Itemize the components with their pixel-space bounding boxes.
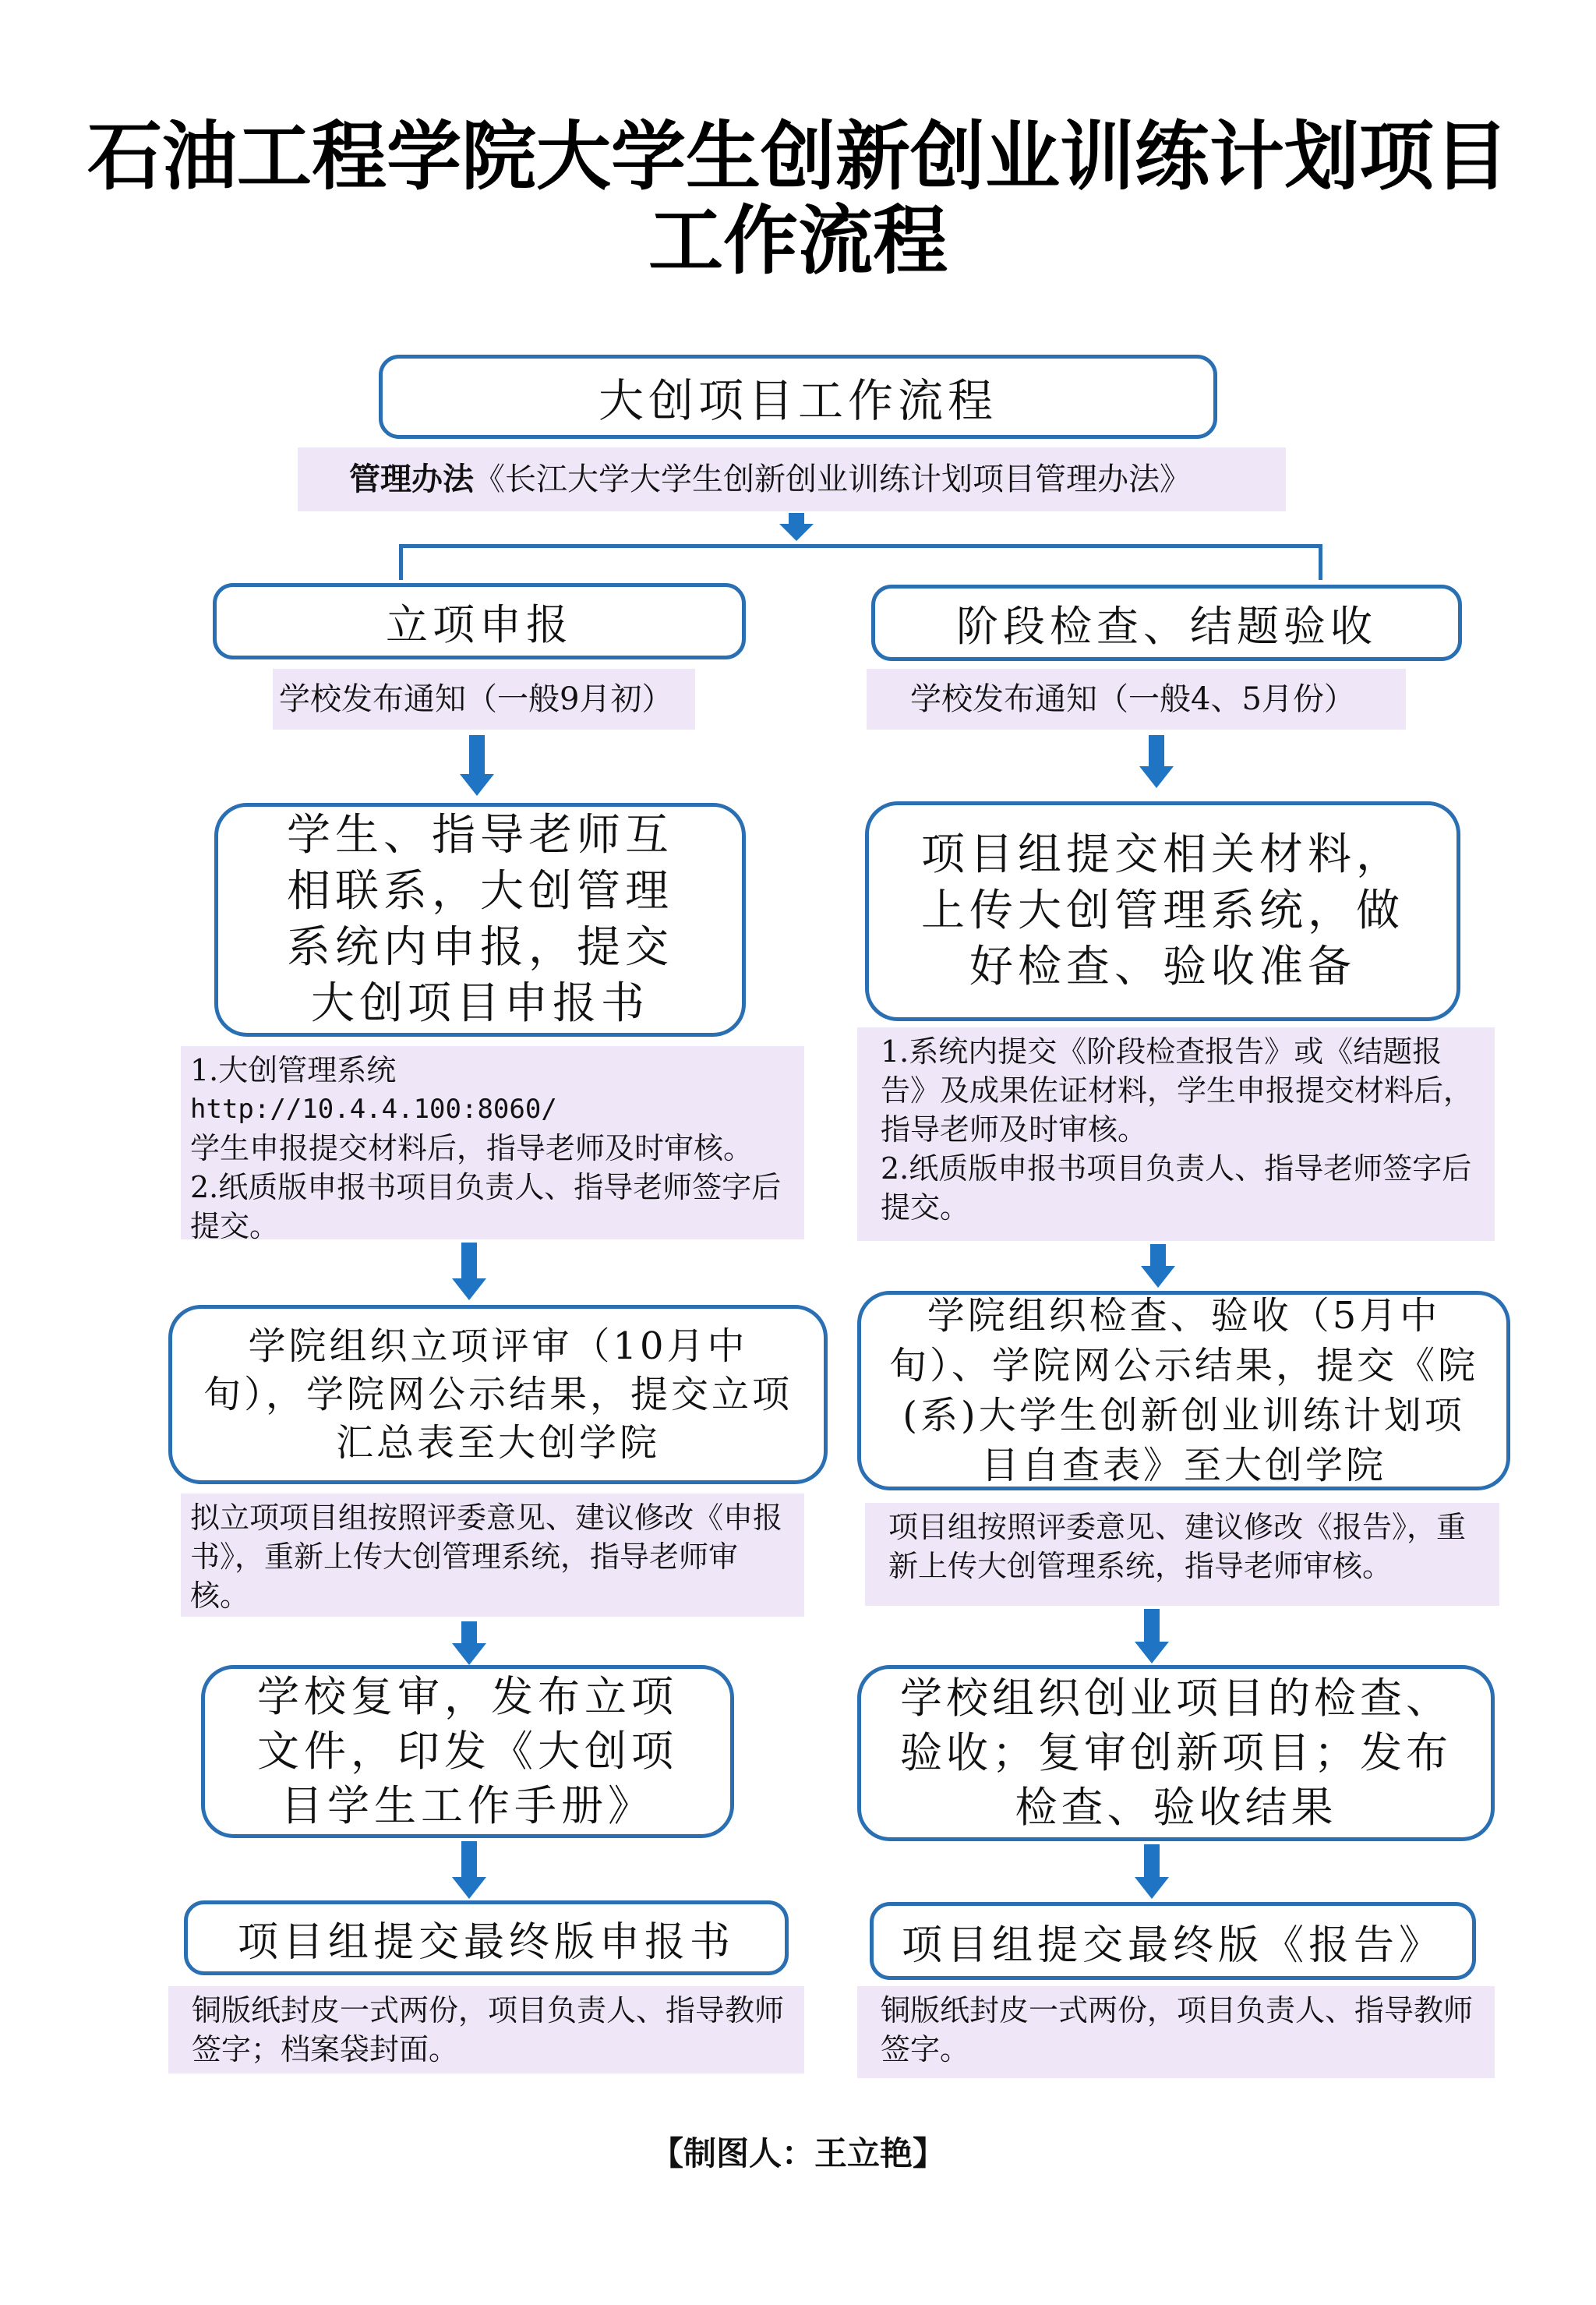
branch-connector-horizontal [401, 544, 1321, 548]
right-note2: 项目组按照评委意见、建议修改《报告》，重新上传大创管理系统，指导老师审核。 [865, 1503, 1499, 1606]
left-note1-line: 学生申报提交材料后，指导老师及时审核。 [190, 1131, 754, 1165]
branch-connector-right [1319, 544, 1322, 580]
left-note1 [181, 1046, 804, 1243]
down-arrow-icon [1141, 1244, 1175, 1288]
branch-connector-left [399, 544, 403, 580]
management-label: 管理办法 [349, 461, 474, 497]
down-arrow-icon [1135, 1844, 1169, 1900]
left-note1-line: 2.纸质版申报书项目负责人、指导老师签字后提交。 [190, 1170, 782, 1243]
page-title: 石油工程学院大学生创新创业训练计划项目 [87, 113, 1509, 200]
right-note1-line: 2.纸质版申报书项目负责人、指导老师签字后提交。 [881, 1151, 1472, 1225]
down-arrow-icon [460, 735, 494, 797]
right-step1-box: 项目组提交相关材料，上传大创管理系统，做好检查、验收准备 [865, 801, 1460, 1021]
right-step4-box: 项目组提交最终版《报告》 [870, 1902, 1476, 1980]
left-step2-box: 学院组织立项评审（10月中旬），学院网公示结果，提交立项汇总表至大创学院 [168, 1305, 828, 1484]
left-note2: 拟立项项目组按照评委意见、建议修改《申报书》，重新上传大创管理系统，指导老师审核。 [181, 1494, 804, 1617]
right-step3-box: 学校组织创业项目的检查、验收；复审创新项目；发布检查、验收结果 [857, 1665, 1495, 1841]
left-step1-box: 学生、指导老师互相联系，大创管理系统内申报，提交大创项目申报书 [214, 803, 746, 1037]
down-arrow-icon [1135, 1609, 1169, 1665]
left-note1-line: 1.大创管理系统 [190, 1053, 397, 1087]
management-text: 《长江大学大学生创新创业训练计划项目管理办法》 [474, 461, 1191, 497]
right-heading-box: 阶段检查、结题验收 [871, 585, 1462, 661]
down-arrow-icon [452, 1841, 486, 1900]
right-note1-line: 1.系统内提交《阶段检查报告》或《结题报告》及成果佐证材料，学生申报提交材料后，指导老师及时审核。 [881, 1034, 1474, 1147]
left-notice: 学校发布通知（一般9月初） [273, 669, 695, 730]
left-step4-box: 项目组提交最终版申报书 [184, 1900, 789, 1975]
down-arrow-icon [779, 513, 814, 544]
right-step2-box: 学院组织检查、验收（5月中旬）、学院网公示结果，提交《院(系)大学生创新创业训练计划项目自查表》至大创学院 [857, 1291, 1510, 1490]
left-step3-box: 学校复审，发布立项文件，印发《大创项目学生工作手册》 [201, 1665, 734, 1838]
down-arrow-icon [1139, 735, 1174, 790]
management-note [298, 447, 1286, 511]
right-note1 [857, 1027, 1495, 1241]
right-note4: 铜版纸封皮一式两份，项目负责人、指导教师签字。 [857, 1986, 1495, 2078]
down-arrow-icon [452, 1243, 486, 1302]
footer-credit: 【制图人：王立艳】 [650, 2134, 945, 2172]
header-box: 大创项目工作流程 [379, 355, 1217, 439]
right-notice: 学校发布通知（一般4、5月份） [867, 669, 1406, 730]
page-subtitle: 工作流程 [648, 197, 948, 285]
left-heading-box: 立项申报 [213, 583, 746, 659]
down-arrow-icon [452, 1621, 486, 1665]
left-note4: 铜版纸封皮一式两份，项目负责人、指导教师签字；档案袋封面。 [168, 1986, 804, 2073]
left-note1-url: http://10.4.4.100:8060/ [190, 1094, 557, 1125]
